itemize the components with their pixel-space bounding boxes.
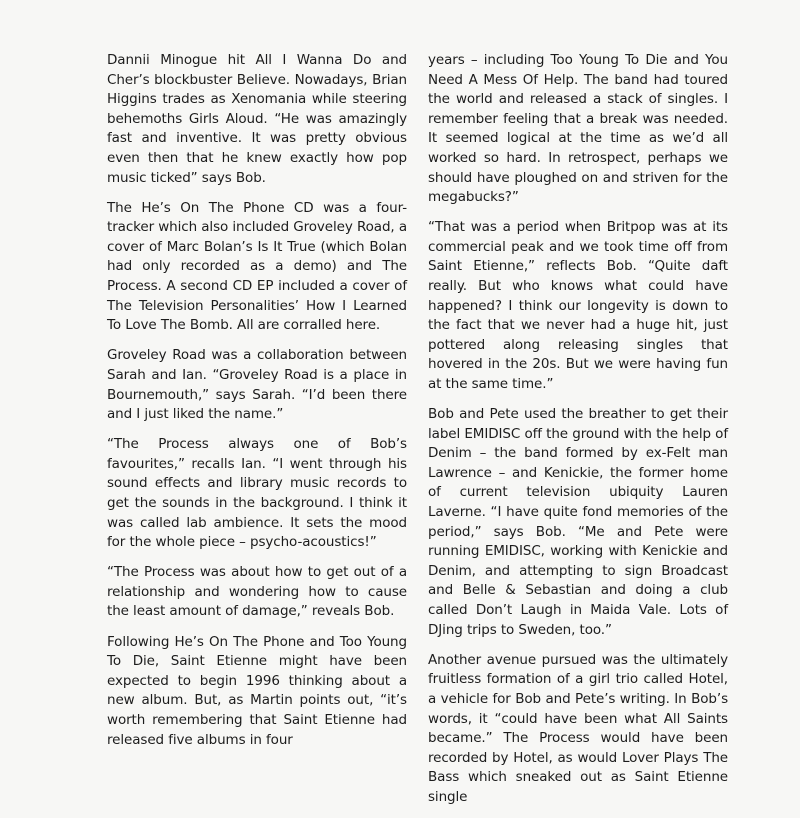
paragraph: Another avenue pursued was the ultimately fruitless formation of a girl trio called Hotel, a vehicle for Bob and Pete’s writing. In Bob’s words, it “could have been what All Saints became.” The Process would have been recorded by Hotel, as would Lover Plays The Bass which sneaked out as Saint Etienne single	[428, 651, 728, 805]
paragraph: Groveley Road was a collaboration between Sarah and Ian. “Groveley Road is a place in Bournemouth,” says Sarah. “I’d been there and I just liked the name.”	[107, 347, 407, 423]
paragraph: The He’s On The Phone CD was a four-tracker which also included Groveley Road, a cover of Marc Bolan’s Is It True (which Bolan had only recorded as a demo) and The Process. A second CD EP included a cover of The Television Personalities’ How I Learned To Love The Bomb. All are corralled here.	[107, 199, 407, 334]
paragraph: Bob and Pete used the breather to get their label EMIDISC off the ground with the help of Denim – the band formed by ex-Felt man Lawrence – and Kenickie, the former home of current television ubiquity Lauren Laverne. “I have quite fond memories of the period,” says Bob. “Me and Pete were running EMIDISC, working with Kenickie and Denim, and attempting to sign Broadcast and Belle & Sebastian and doing a club called Don’t Laugh in Maida Vale. Lots of DJing trips to Sweden, too.”	[428, 406, 728, 638]
left-column	[107, 51, 407, 761]
paragraph: “That was a period when Britpop was at its commercial peak and we took time off from Saint Etienne,” reflects Bob. “Quite daft really. But who knows what could have happened? I think our longevity is down to the fact that we never had a huge hit, just pottered along releasing singles that hovered in the 20s. But we were having fun at the same time.”	[428, 219, 728, 392]
paragraph: Following He’s On The Phone and Too Young To Die, Saint Etienne might have been expected to begin 1996 thinking about a new album. But, as Martin points out, “it’s worth remembering that Saint Etienne had released five albums in four	[107, 633, 407, 748]
paragraph: “The Process always one of Bob’s favourites,” recalls Ian. “I went through his sound effects and library music records to get the sounds in the background. I think it was called lab ambience. It sets the mood for the whole piece – psycho-acoustics!”	[107, 436, 407, 551]
paragraph: years – including Too Young To Die and You Need A Mess Of Help. The band had toured the world and released a stack of singles. I remember feeling that a break was needed. It seemed logical at the time as we’d all worked so hard. In retrospect, perhaps we should have ploughed on and striven for the megabucks?”	[428, 52, 728, 206]
paragraph: “The Process was about how to get out of a relationship and wondering how to cause the least amount of damage,” reveals Bob.	[107, 564, 407, 620]
paragraph: Dannii Minogue hit All I Wanna Do and Cher’s blockbuster Believe. Nowadays, Brian Higgins trades as Xenomania while steering behemoths Girls Aloud. “He was amazingly fast and inventive. It was pretty obvious even then that he knew exactly how pop music ticked” says Bob.	[107, 52, 407, 186]
right-column	[428, 51, 728, 818]
